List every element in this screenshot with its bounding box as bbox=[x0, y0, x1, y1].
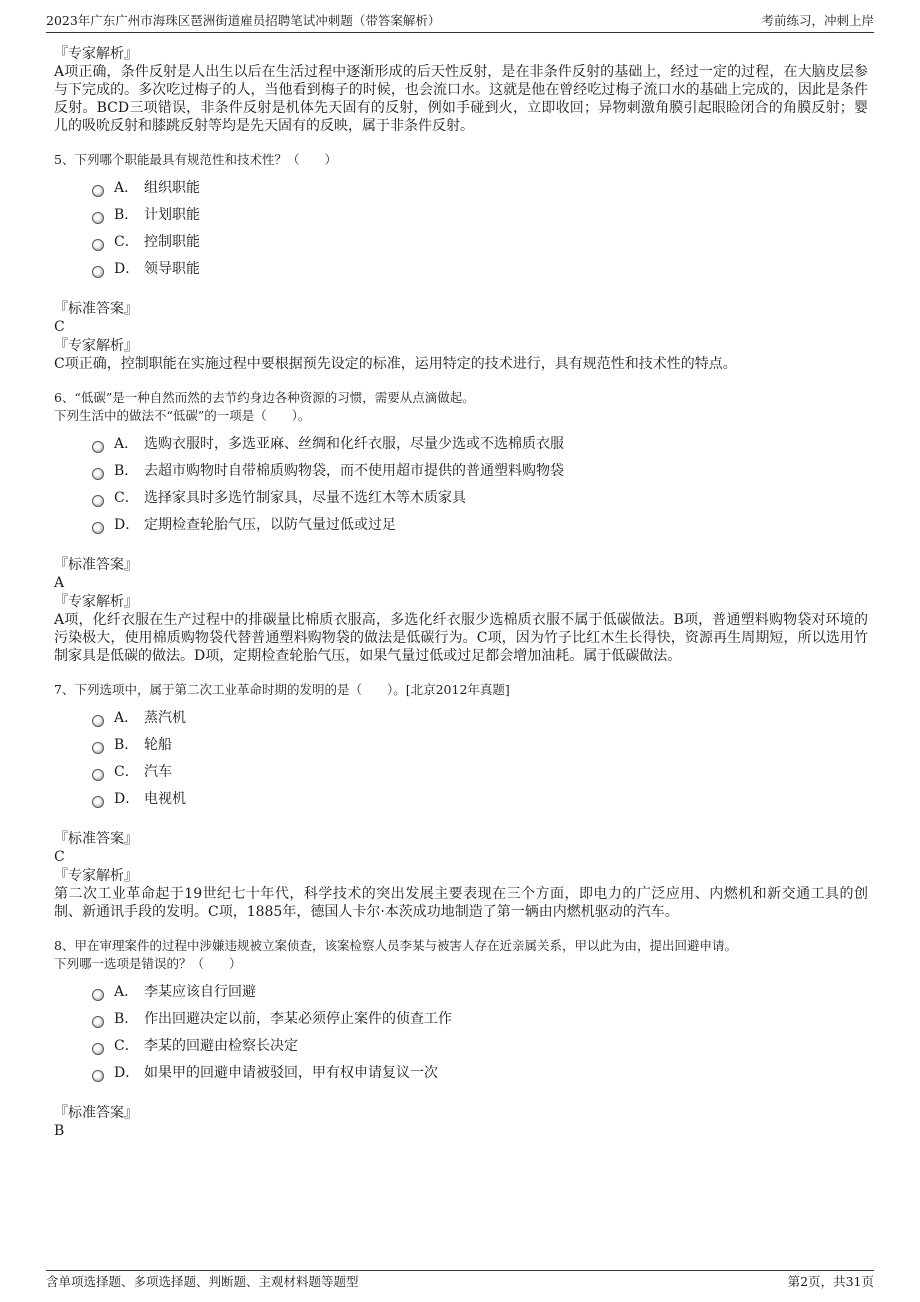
option-c[interactable] bbox=[92, 759, 868, 786]
option-text: 去超市购物时自带棉质购物袋，而不使用超市提供的普通塑料购物袋 bbox=[144, 463, 564, 479]
document-title: 2023年广东广州市海珠区琶洲街道雇员招聘笔试冲刺题（带答案解析） bbox=[46, 13, 441, 28]
option-letter: C． bbox=[114, 490, 139, 506]
question-stem-line-2: 下列生活中的做法不“低碳”的一项是（ ）。 bbox=[54, 408, 311, 423]
option-a[interactable] bbox=[92, 175, 868, 202]
option-text: 蒸汽机 bbox=[144, 710, 186, 726]
question-stem: 7、下列选项中，属于第二次工业革命时期的发明的是（ ）。[北京2012年真题] bbox=[54, 682, 510, 697]
option-text: 汽车 bbox=[144, 764, 172, 780]
radio-icon[interactable] bbox=[92, 441, 104, 453]
option-text: 组织职能 bbox=[144, 180, 200, 196]
radio-icon[interactable] bbox=[92, 522, 104, 534]
option-text: 选择家具时多选竹制家具，尽量不选红木等木质家具 bbox=[144, 490, 466, 506]
option-text: 定期检查轮胎气压，以防气量过低或过足 bbox=[144, 517, 396, 533]
radio-icon[interactable] bbox=[92, 185, 104, 197]
question-5 bbox=[54, 151, 868, 373]
option-text: 如果甲的回避申请被驳回，甲有权申请复议一次 bbox=[144, 1065, 438, 1081]
page-footer bbox=[46, 1270, 874, 1289]
option-a[interactable] bbox=[92, 431, 868, 458]
analysis-tag: 『专家解析』 bbox=[54, 594, 138, 610]
analysis-text: A项，化纤衣服在生产过程中的排碳量比棉质衣服高，多选化纤衣服少选棉质衣服不属于低碳做法。B项，普通塑料购物袋对环境的污染极大，使用棉质购物袋代替普通塑料购物袋的做法是低碳行为。C项，因为竹子比红木生长得快，资源再生周期短，所以选用竹制家具是低碳的做法。D项，定期检查轮胎气压，如果气量过低或过足都会增加油耗。属于低碳做法。 bbox=[54, 612, 868, 664]
q4-analysis-text: A项正确，条件反射是人出生以后在生活过程中逐渐形成的后天性反射，是在非条件反射的基础上，经过一定的过程，在大脑皮层参与下完成的。多次吃过梅子的人，当他看到梅子的时候，也会流口水。这就是他在曾经吃过梅子流口水的基础上完成的，因此是条件反射。BCD三项错误，非条件反射是机体先天固有的反射，例如手碰到火，立即收回；异物刺激角膜引起眼睑闭合的角膜反射；婴儿的吸吮反射和膝跳反射等均是先天固有的反映，属于非条件反射。 bbox=[54, 64, 868, 134]
option-c[interactable] bbox=[92, 485, 868, 512]
option-letter: D． bbox=[114, 791, 140, 807]
option-a[interactable] bbox=[92, 979, 868, 1006]
radio-icon[interactable] bbox=[92, 1070, 104, 1082]
option-c[interactable] bbox=[92, 1033, 868, 1060]
radio-icon[interactable] bbox=[92, 769, 104, 781]
option-letter: B． bbox=[114, 737, 139, 753]
question-stem: 5、下列哪个职能最具有规范性和技术性？（ ） bbox=[54, 152, 337, 167]
radio-icon[interactable] bbox=[92, 715, 104, 727]
radio-icon[interactable] bbox=[92, 989, 104, 1001]
radio-icon[interactable] bbox=[92, 742, 104, 754]
answer-tag: 『标准答案』 bbox=[54, 557, 138, 573]
radio-icon[interactable] bbox=[92, 239, 104, 251]
radio-icon[interactable] bbox=[92, 266, 104, 278]
analysis-tag: 『专家解析』 bbox=[54, 338, 138, 354]
answer-value: B bbox=[54, 1123, 65, 1139]
option-letter: B． bbox=[114, 463, 139, 479]
footer-question-types: 含单项选择题、多项选择题、判断题、主观材料题等题型 bbox=[46, 1274, 359, 1289]
option-c[interactable] bbox=[92, 229, 868, 256]
page-number: 第2页，共31页 bbox=[787, 1274, 874, 1289]
radio-icon[interactable] bbox=[92, 468, 104, 480]
option-b[interactable] bbox=[92, 202, 868, 229]
analysis-text: C项正确，控制职能在实施过程中要根据预先设定的标准，运用特定的技术进行，具有规范性和技术性的特点。 bbox=[54, 356, 737, 372]
option-d[interactable] bbox=[92, 786, 868, 813]
question-6 bbox=[54, 389, 868, 665]
option-letter: A． bbox=[114, 436, 139, 452]
radio-icon[interactable] bbox=[92, 796, 104, 808]
option-text: 领导职能 bbox=[144, 261, 200, 277]
answer-value: C bbox=[54, 319, 65, 335]
radio-icon[interactable] bbox=[92, 212, 104, 224]
option-letter: B． bbox=[114, 1011, 139, 1027]
option-letter: A． bbox=[114, 180, 139, 196]
analysis-tag: 『专家解析』 bbox=[54, 868, 138, 884]
answer-tag: 『标准答案』 bbox=[54, 1105, 138, 1121]
question-7 bbox=[54, 681, 868, 921]
option-b[interactable] bbox=[92, 1006, 868, 1033]
option-text: 控制职能 bbox=[144, 234, 200, 250]
option-text: 选购衣服时，多选亚麻、丝绸和化纤衣服，尽量少选或不选棉质衣服 bbox=[144, 436, 564, 452]
analysis-text: 第二次工业革命起于19世纪七十年代，科学技术的突出发展主要表现在三个方面，即电力的广泛应用、内燃机和新交通工具的创制、新通讯手段的发明。C项，1885年，德国人卡尔·本茨成功地制造了第一辆由内燃机驱动的汽车。 bbox=[54, 886, 868, 920]
answer-value: C bbox=[54, 849, 65, 865]
option-text: 计划职能 bbox=[144, 207, 200, 223]
option-text: 电视机 bbox=[144, 791, 186, 807]
answer-tag: 『标准答案』 bbox=[54, 301, 138, 317]
option-letter: B． bbox=[114, 207, 139, 223]
option-text: 李某的回避由检察长决定 bbox=[144, 1038, 298, 1054]
question-stem-line-2: 下列哪一选项是错误的？（ ） bbox=[54, 956, 242, 971]
option-b[interactable] bbox=[92, 732, 868, 759]
radio-icon[interactable] bbox=[92, 1043, 104, 1055]
option-list bbox=[92, 979, 868, 1087]
option-text: 作出回避决定以前，李某必须停止案件的侦查工作 bbox=[144, 1011, 452, 1027]
analysis-tag: 『专家解析』 bbox=[54, 46, 138, 62]
option-d[interactable] bbox=[92, 512, 868, 539]
option-letter: A． bbox=[114, 984, 139, 1000]
answer-tag: 『标准答案』 bbox=[54, 831, 138, 847]
option-text: 李某应该自行回避 bbox=[144, 984, 256, 1000]
option-b[interactable] bbox=[92, 458, 868, 485]
option-letter: A． bbox=[114, 710, 139, 726]
option-letter: D． bbox=[114, 517, 140, 533]
header-slogan: 考前练习，冲刺上岸 bbox=[761, 13, 874, 28]
option-letter: D． bbox=[114, 1065, 140, 1081]
option-text: 轮船 bbox=[144, 737, 172, 753]
option-letter: C． bbox=[114, 1038, 139, 1054]
option-letter: D． bbox=[114, 261, 140, 277]
option-d[interactable] bbox=[92, 256, 868, 283]
option-a[interactable] bbox=[92, 705, 868, 732]
radio-icon[interactable] bbox=[92, 495, 104, 507]
question-8 bbox=[54, 937, 868, 1140]
question-stem: 8、甲在审理案件的过程中涉嫌违规被立案侦查，该案检察人员李某与被害人存在近亲属关系，甲以此为由，提出回避申请。 bbox=[54, 938, 737, 953]
option-letter: C． bbox=[114, 234, 139, 250]
option-list bbox=[92, 175, 868, 283]
option-list bbox=[92, 431, 868, 539]
answer-value: A bbox=[54, 575, 65, 591]
option-d[interactable] bbox=[92, 1060, 868, 1087]
option-list bbox=[92, 705, 868, 813]
question-stem: 6、“低碳”是一种自然而然的去节约身边各种资源的习惯，需要从点滴做起。 bbox=[54, 390, 475, 405]
radio-icon[interactable] bbox=[92, 1016, 104, 1028]
option-letter: C． bbox=[114, 764, 139, 780]
page-content bbox=[54, 44, 868, 1140]
page-header bbox=[46, 12, 874, 33]
